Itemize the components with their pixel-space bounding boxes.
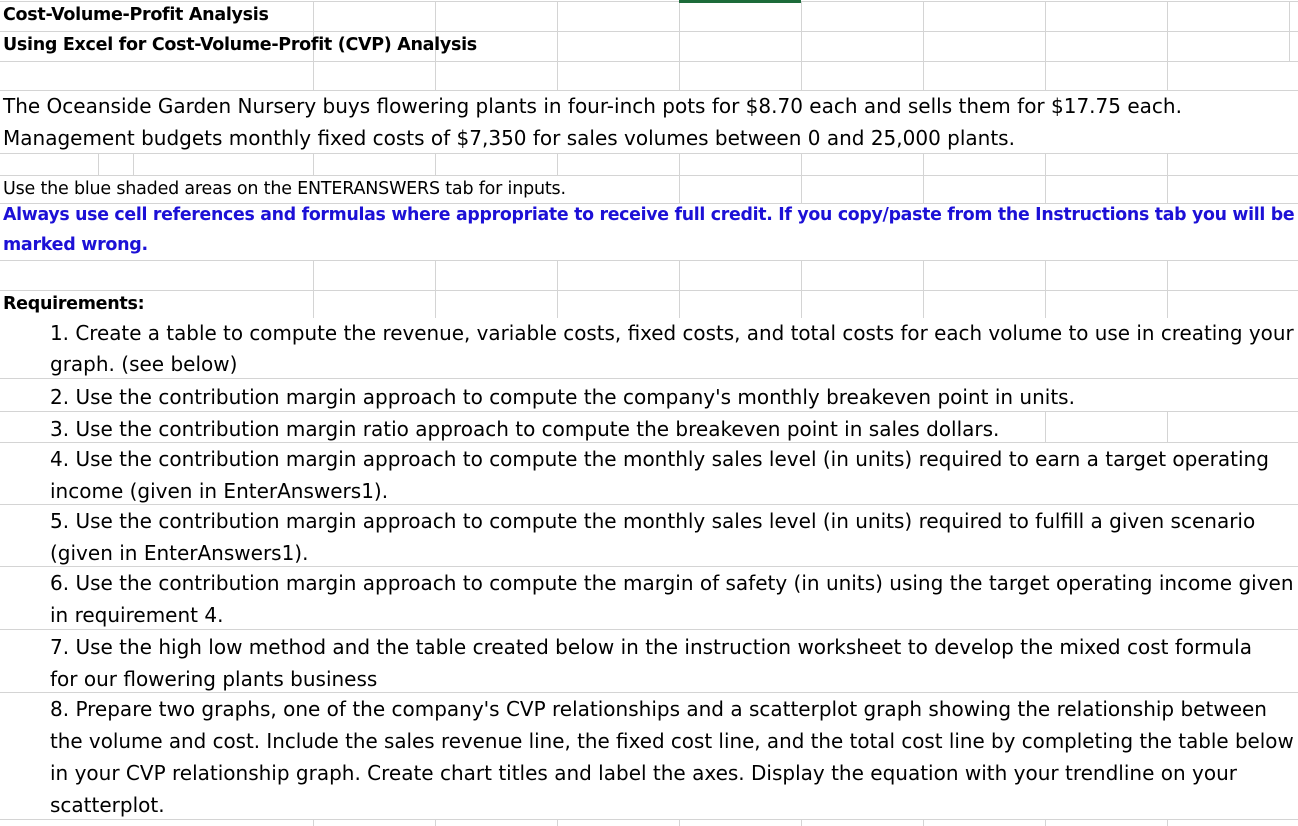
gridline bbox=[435, 153, 436, 175]
gridline bbox=[801, 260, 802, 290]
gridline bbox=[313, 290, 314, 318]
gridline bbox=[1289, 1, 1290, 61]
selected-cell-indicator bbox=[679, 0, 801, 3]
requirement-7-line-2[interactable]: for our flowering plants business bbox=[50, 667, 378, 691]
requirement-5-line-2[interactable]: (given in EnterAnswers1). bbox=[50, 541, 309, 565]
gridline bbox=[679, 61, 680, 90]
scenario-line-2[interactable]: Management budgets monthly fixed costs of $7,350 for sales volumes between 0 and 25,000 plants. bbox=[3, 126, 1015, 150]
requirement-3[interactable]: 3. Use the contribution margin ratio approach to compute the breakeven point in sales dollars. bbox=[50, 417, 1000, 441]
requirement-2[interactable]: 2. Use the contribution margin approach to compute the company's monthly breakeven point in units. bbox=[50, 385, 1075, 409]
sheet-title[interactable]: Cost-Volume-Profit Analysis bbox=[3, 5, 269, 25]
gridline bbox=[0, 629, 1298, 630]
gridline bbox=[435, 290, 436, 318]
requirement-4-line-1[interactable]: 4. Use the contribution margin approach to compute the monthly sales level (in units) required to earn a target operating bbox=[50, 447, 1269, 471]
requirement-1-line-1[interactable]: 1. Create a table to compute the revenue, variable costs, fixed costs, and total costs for each volume to use in creating your bbox=[50, 321, 1294, 345]
gridline bbox=[801, 819, 802, 826]
gridline bbox=[679, 175, 680, 203]
gridline bbox=[0, 31, 1298, 32]
gridline bbox=[0, 566, 1298, 567]
gridline bbox=[435, 61, 436, 90]
gridline bbox=[0, 260, 1298, 261]
gridline bbox=[1045, 175, 1046, 203]
gridline bbox=[0, 378, 1298, 379]
gridline bbox=[557, 819, 558, 826]
gridline bbox=[679, 819, 680, 826]
gridline bbox=[0, 504, 1298, 505]
gridline bbox=[557, 61, 558, 90]
gridline bbox=[923, 260, 924, 290]
gridline bbox=[1167, 260, 1168, 290]
requirement-8-line-4[interactable]: scatterplot. bbox=[50, 793, 165, 817]
gridline bbox=[557, 1, 558, 61]
gridline bbox=[1167, 61, 1168, 90]
gridline bbox=[1045, 411, 1046, 442]
gridline bbox=[313, 260, 314, 290]
gridline bbox=[435, 260, 436, 290]
gridline bbox=[98, 153, 99, 175]
gridline bbox=[801, 290, 802, 318]
gridline bbox=[313, 819, 314, 826]
gridline bbox=[0, 411, 1298, 412]
gridline bbox=[0, 819, 1298, 820]
requirement-4-line-2[interactable]: income (given in EnterAnswers1). bbox=[50, 479, 389, 503]
gridline bbox=[435, 819, 436, 826]
requirement-7-line-1[interactable]: 7. Use the high low method and the table created below in the instruction worksheet to develop the mixed cost formula bbox=[50, 635, 1252, 659]
gridline bbox=[923, 175, 924, 203]
requirement-1-line-2[interactable]: graph. (see below) bbox=[50, 352, 238, 376]
gridline bbox=[1167, 290, 1168, 318]
gridline bbox=[0, 1, 1298, 2]
requirement-5-line-1[interactable]: 5. Use the contribution margin approach to compute the monthly sales level (in units) required to fulfill a given scenario bbox=[50, 509, 1256, 533]
gridline bbox=[557, 290, 558, 318]
requirement-8-line-2[interactable]: the volume and cost. Include the sales revenue line, the fixed cost line, and the total cost line by completing the table below bbox=[50, 729, 1294, 753]
gridline bbox=[923, 61, 924, 90]
gridline bbox=[1045, 290, 1046, 318]
gridline bbox=[679, 1, 680, 61]
gridline bbox=[679, 153, 680, 175]
gridline bbox=[557, 260, 558, 290]
gridline bbox=[923, 819, 924, 826]
gridline bbox=[0, 61, 1298, 62]
gridline bbox=[313, 61, 314, 90]
requirements-heading[interactable]: Requirements: bbox=[3, 294, 145, 314]
gridline bbox=[923, 153, 924, 175]
requirement-6-line-1[interactable]: 6. Use the contribution margin approach to compute the margin of safety (in units) using the target operating income given bbox=[50, 571, 1294, 595]
gridline bbox=[1045, 1, 1046, 61]
gridline bbox=[923, 290, 924, 318]
gridline bbox=[1045, 153, 1046, 175]
gridline bbox=[1045, 260, 1046, 290]
sheet-subtitle[interactable]: Using Excel for Cost-Volume-Profit (CVP) Analysis bbox=[3, 35, 477, 55]
gridline bbox=[0, 442, 1298, 443]
gridline bbox=[0, 153, 1298, 154]
gridline bbox=[0, 290, 1298, 291]
requirement-6-line-2[interactable]: in requirement 4. bbox=[50, 603, 224, 627]
gridline bbox=[1167, 411, 1168, 442]
requirement-8-line-1[interactable]: 8. Prepare two graphs, one of the company's CVP relationships and a scatterplot graph showing the relationship between bbox=[50, 697, 1267, 721]
gridline bbox=[0, 90, 1298, 91]
gridline bbox=[801, 61, 802, 90]
gridline bbox=[1167, 1, 1168, 61]
gridline bbox=[133, 153, 134, 175]
gridline bbox=[679, 290, 680, 318]
gridline bbox=[1045, 61, 1046, 90]
gridline bbox=[679, 260, 680, 290]
credit-warning-line-1[interactable]: Always use cell references and formulas where appropriate to receive full credit. If you copy/paste from the Instructions tab you will be bbox=[3, 205, 1295, 225]
gridline bbox=[1167, 153, 1168, 175]
gridline bbox=[801, 1, 802, 61]
gridline bbox=[801, 153, 802, 175]
gridline bbox=[557, 153, 558, 175]
gridline bbox=[923, 1, 924, 61]
gridline bbox=[1167, 819, 1168, 826]
gridline bbox=[0, 692, 1298, 693]
scenario-line-1[interactable]: The Oceanside Garden Nursery buys flowering plants in four-inch pots for $8.70 each and sells them for $17.75 each. bbox=[3, 94, 1182, 118]
gridline bbox=[0, 175, 1298, 176]
gridline bbox=[0, 203, 1298, 204]
requirement-8-line-3[interactable]: in your CVP relationship graph. Create chart titles and label the axes. Display the equation with your trendline on your bbox=[50, 761, 1237, 785]
gridline bbox=[313, 153, 314, 175]
gridline bbox=[801, 175, 802, 203]
credit-warning-line-2[interactable]: marked wrong. bbox=[3, 235, 148, 255]
input-instruction[interactable]: Use the blue shaded areas on the ENTERANSWERS tab for inputs. bbox=[3, 179, 566, 199]
gridline bbox=[1045, 819, 1046, 826]
gridline bbox=[1167, 175, 1168, 203]
